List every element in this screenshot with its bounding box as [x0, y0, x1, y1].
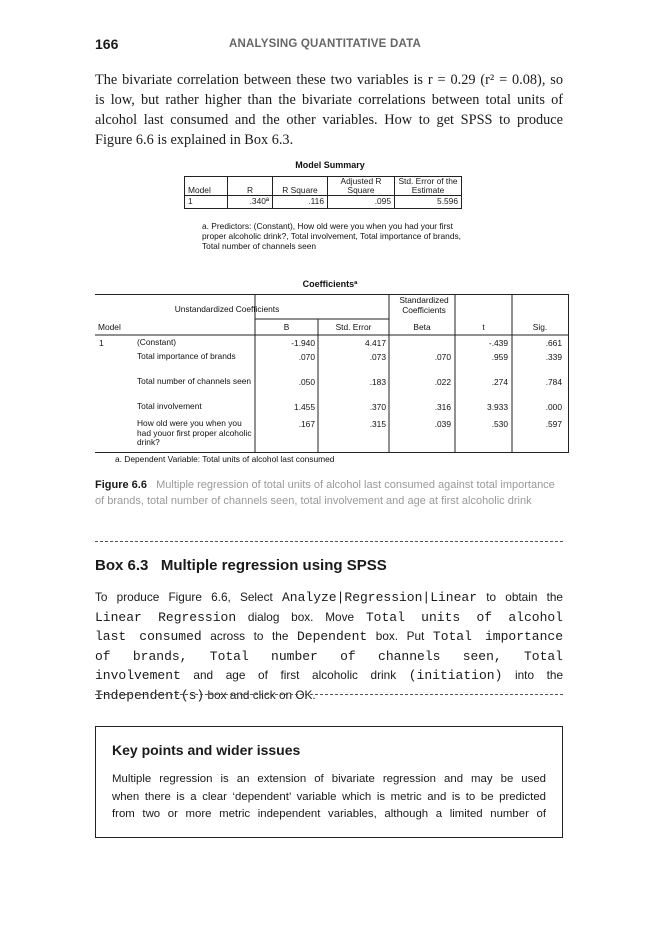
- intro-line: Figure 6.6 is explained in Box 6.3.: [95, 132, 294, 148]
- box-text: dialog box. Move: [236, 609, 366, 624]
- coef-header-model: Model: [98, 322, 121, 332]
- coef-group-std: Standardized Coefficients: [399, 295, 449, 315]
- coef-cell-sig: .784: [545, 377, 562, 387]
- coef-cell-sig: .597: [545, 419, 562, 429]
- coef-cell-se: .073: [369, 352, 386, 362]
- coef-header-stderr: Std. Error: [335, 322, 372, 332]
- box-code: of brands, Total number of channels seen, Total: [95, 648, 563, 664]
- intro-line: The bivariate correlation between these two variables is r = 0.29 (r² = 0.08), so: [95, 72, 563, 88]
- coef-cell-beta: .022: [434, 377, 451, 387]
- model-summary-table: [184, 176, 462, 209]
- box-code: Total importance: [432, 629, 563, 644]
- coef-row-label: Total involvement: [137, 401, 202, 411]
- coef-cell-t: -.439: [488, 338, 508, 348]
- ms-cell: .340ª: [228, 196, 273, 209]
- ms-cell: 1: [185, 196, 228, 209]
- page-number: 166: [95, 36, 119, 52]
- intro-paragraph: [95, 70, 563, 150]
- coef-header-t: t: [482, 322, 485, 332]
- box-top-divider: [95, 541, 563, 542]
- coef-cell-t: .274: [491, 377, 508, 387]
- coef-row-label: Total number of channels seen: [137, 376, 252, 386]
- box-code: Dependent: [296, 629, 368, 644]
- ms-cell: 5.596: [395, 196, 462, 209]
- ms-header-adjrsq: Adjusted R Square: [328, 177, 395, 196]
- coef-cell-b: .167: [298, 419, 315, 429]
- coef-cell-b: -1.940: [291, 338, 315, 348]
- coef-cell-t: .959: [491, 352, 508, 362]
- coefficients-footnote: a. Dependent Variable: Total units of alcohol last consumed: [115, 454, 335, 464]
- coef-cell-se: .315: [369, 419, 386, 429]
- ms-header-rsq: R Square: [273, 177, 328, 196]
- coef-header-beta: Beta: [413, 322, 431, 332]
- key-points-line: from two or more metric independent variables, although a limited number of: [112, 808, 546, 820]
- coef-cell-t: 3.933: [487, 402, 508, 412]
- coef-cell-sig: .339: [545, 352, 562, 362]
- ms-header-stderr: Std. Error of the Estimate: [395, 177, 462, 196]
- figure-caption-text: Multiple regression of total units of alcohol last consumed against total importance of brands, total number of channels seen, total involvement and age at first alcoholic drink: [95, 479, 555, 507]
- key-points-body: [112, 771, 546, 824]
- box-code: last consumed: [95, 629, 202, 644]
- coef-cell-se: .370: [369, 402, 386, 412]
- box-text: box and click on: [204, 687, 296, 702]
- coef-cell-beta: .039: [434, 419, 451, 429]
- box-text: to obtain the: [477, 590, 563, 604]
- coef-header-sig: Sig.: [532, 322, 548, 332]
- box-code: Analyze|Regression|Linear: [281, 590, 478, 605]
- intro-line: is low, but rather higher than the bivariate correlations between total units of: [95, 92, 563, 108]
- coef-cell-sig: .000: [545, 402, 562, 412]
- coef-row-label: Total importance of brands: [137, 351, 236, 361]
- box-text: into the: [502, 668, 564, 682]
- box-heading: Box 6.3 Multiple regression using SPSS: [95, 557, 387, 574]
- coef-group-unstd: Unstandardized Coefficients: [174, 304, 280, 314]
- box-code: Total units of alcohol: [365, 609, 563, 625]
- coef-cell-b: .050: [298, 377, 315, 387]
- ms-header-r: R: [228, 177, 273, 196]
- box-text: box. Put: [367, 629, 433, 643]
- box-text: .: [312, 687, 316, 702]
- box-bottom-divider: [95, 694, 563, 695]
- box-code: Linear Regression: [95, 609, 237, 625]
- intro-line: alcohol last consumed and the other variables. How to get SPSS to produce: [95, 112, 563, 128]
- coef-row-label: How old were you when you had youor first proper alcoholic drink?: [137, 418, 252, 447]
- box-code: (initiation): [408, 668, 503, 683]
- coef-cell-se: .183: [369, 377, 386, 387]
- figure-label: Figure 6.6: [95, 479, 147, 491]
- coef-cell-beta: .316: [434, 402, 451, 412]
- ms-cell: .095: [328, 196, 395, 209]
- box-code: involvement: [95, 668, 181, 683]
- coef-cell-b: .070: [298, 352, 315, 362]
- coef-cell-beta: .070: [434, 352, 451, 362]
- figure-caption: [95, 478, 565, 509]
- coef-cell-t: .530: [491, 419, 508, 429]
- coef-cell-b: 1.455: [294, 402, 315, 412]
- coef-cell-sig: .661: [545, 338, 562, 348]
- box-code: Independent(s): [95, 687, 205, 703]
- coef-header-b: B: [283, 322, 290, 332]
- coefficients-title: Coefficientsª: [302, 279, 358, 289]
- model-summary-footnote: a. Predictors: (Constant), How old were you when you had your first proper alcoholic drink?, Total involvement, Total importance of brands, Total number of channels seen: [202, 221, 461, 251]
- key-points-line: Multiple regression is an extension of bivariate regression and may be used: [112, 773, 546, 785]
- coef-cell-se: 4.417: [365, 338, 386, 348]
- box-text: To produce Figure 6.6, Select: [95, 590, 282, 604]
- ms-cell: .116: [273, 196, 328, 209]
- model-summary-title: Model Summary: [295, 160, 365, 170]
- box-text: OK: [295, 687, 313, 702]
- box-body: [95, 588, 563, 705]
- box-text: across to the: [201, 629, 297, 643]
- coef-row-label: (Constant): [137, 337, 177, 347]
- box-text: and age of first alcoholic drink: [180, 668, 409, 682]
- key-points-heading: Key points and wider issues: [112, 742, 301, 758]
- running-title: ANALYSING QUANTITATIVE DATA: [229, 38, 421, 50]
- ms-header-model: Model: [185, 177, 228, 196]
- coef-model-number: 1: [99, 338, 104, 348]
- key-points-line: when there is a clear ‘dependent’ variable which is metric and is to be predicted: [112, 790, 546, 803]
